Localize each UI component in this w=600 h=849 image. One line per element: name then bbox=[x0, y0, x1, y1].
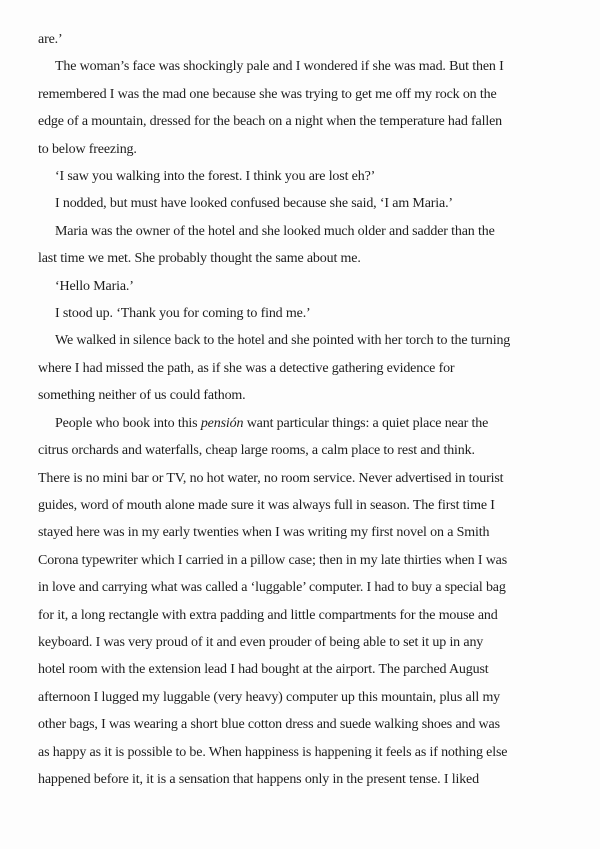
text-line bbox=[38, 684, 583, 711]
line-text: I stood up. ‘Thank you for coming to find me.’ bbox=[55, 306, 311, 322]
text-line bbox=[38, 711, 583, 738]
text-line bbox=[38, 574, 583, 601]
text-line bbox=[38, 190, 583, 217]
line-text: We walked in silence back to the hotel and she pointed with her torch to the turning bbox=[55, 333, 511, 349]
text-line bbox=[38, 465, 583, 492]
line-text: citrus orchards and waterfalls, cheap large rooms, a calm place to rest and think. bbox=[38, 443, 475, 459]
text-line bbox=[38, 108, 583, 135]
text-line bbox=[38, 382, 583, 409]
line-text: Maria was the owner of the hotel and she looked much older and sadder than the bbox=[55, 223, 495, 239]
text-line bbox=[38, 602, 583, 629]
line-text: Corona typewriter which I carried in a pillow case; then in my late thirties when I was bbox=[38, 552, 508, 568]
text-line bbox=[38, 218, 583, 245]
text-line bbox=[38, 327, 583, 354]
page-text bbox=[38, 26, 583, 793]
text-line bbox=[38, 739, 583, 766]
line-text: want particular things: a quiet place near the bbox=[243, 415, 489, 431]
line-text: The woman’s face was shockingly pale and I wondered if she was mad. But then I bbox=[55, 59, 504, 75]
line-text: I nodded, but must have looked confused because she said, ‘I am Maria.’ bbox=[55, 196, 453, 212]
line-text: as happy as it is possible to be. When happiness is happening it feels as if nothing else bbox=[38, 744, 508, 760]
text-line bbox=[38, 492, 583, 519]
text-line bbox=[38, 26, 583, 53]
line-text: to below freezing. bbox=[38, 141, 137, 157]
line-text: ‘Hello Maria.’ bbox=[55, 278, 134, 294]
text-line bbox=[38, 410, 583, 437]
italic-word: pensión bbox=[200, 415, 244, 431]
text-line bbox=[38, 245, 583, 272]
text-line bbox=[38, 300, 583, 327]
text-line bbox=[38, 81, 583, 108]
line-text: something neither of us could fathom. bbox=[38, 388, 246, 404]
text-line bbox=[38, 656, 583, 683]
line-text: hotel room with the extension lead I had bought at the airport. The parched August bbox=[38, 662, 489, 678]
line-text: are.’ bbox=[38, 32, 63, 47]
text-line bbox=[38, 136, 583, 163]
line-text: other bags, I was wearing a short blue cotton dress and suede walking shoes and was bbox=[38, 717, 500, 733]
line-text: happened before it, it is a sensation that happens only in the present tense. I liked bbox=[38, 771, 479, 787]
line-text: People who book into this bbox=[55, 415, 201, 431]
line-text: last time we met. She probably thought the same about me. bbox=[38, 251, 361, 267]
line-text: remembered I was the mad one because she was trying to get me off my rock on the bbox=[38, 86, 497, 102]
line-text: afternoon I lugged my luggable (very heavy) computer up this mountain, plus all my bbox=[38, 689, 501, 705]
text-line bbox=[38, 629, 583, 656]
line-text: stayed here was in my early twenties when I was writing my first novel on a Smith bbox=[38, 525, 490, 541]
text-line bbox=[38, 53, 583, 80]
text-line bbox=[38, 273, 583, 300]
text-line bbox=[38, 163, 583, 190]
line-text: edge of a mountain, dressed for the beach on a night when the temperature had fallen bbox=[38, 114, 502, 130]
line-text: There is no mini bar or TV, no hot water, no room service. Never advertised in tourist bbox=[38, 470, 504, 486]
line-text: for it, a long rectangle with extra padding and little compartments for the mouse and bbox=[38, 607, 498, 623]
text-line bbox=[38, 547, 583, 574]
text-line bbox=[38, 766, 583, 793]
line-text: keyboard. I was very proud of it and even prouder of being able to set it up in any bbox=[38, 634, 484, 650]
text-line bbox=[38, 355, 583, 382]
line-text: ‘I saw you walking into the forest. I think you are lost eh?’ bbox=[55, 169, 376, 185]
text-line bbox=[38, 437, 583, 464]
line-text: in love and carrying what was called a ‘luggable’ computer. I had to buy a special bag bbox=[38, 580, 506, 596]
text-line bbox=[38, 519, 583, 546]
line-text: where I had missed the path, as if she was a detective gathering evidence for bbox=[38, 360, 455, 376]
line-text: guides, word of mouth alone made sure it was always full in season. The first time I bbox=[38, 497, 495, 513]
